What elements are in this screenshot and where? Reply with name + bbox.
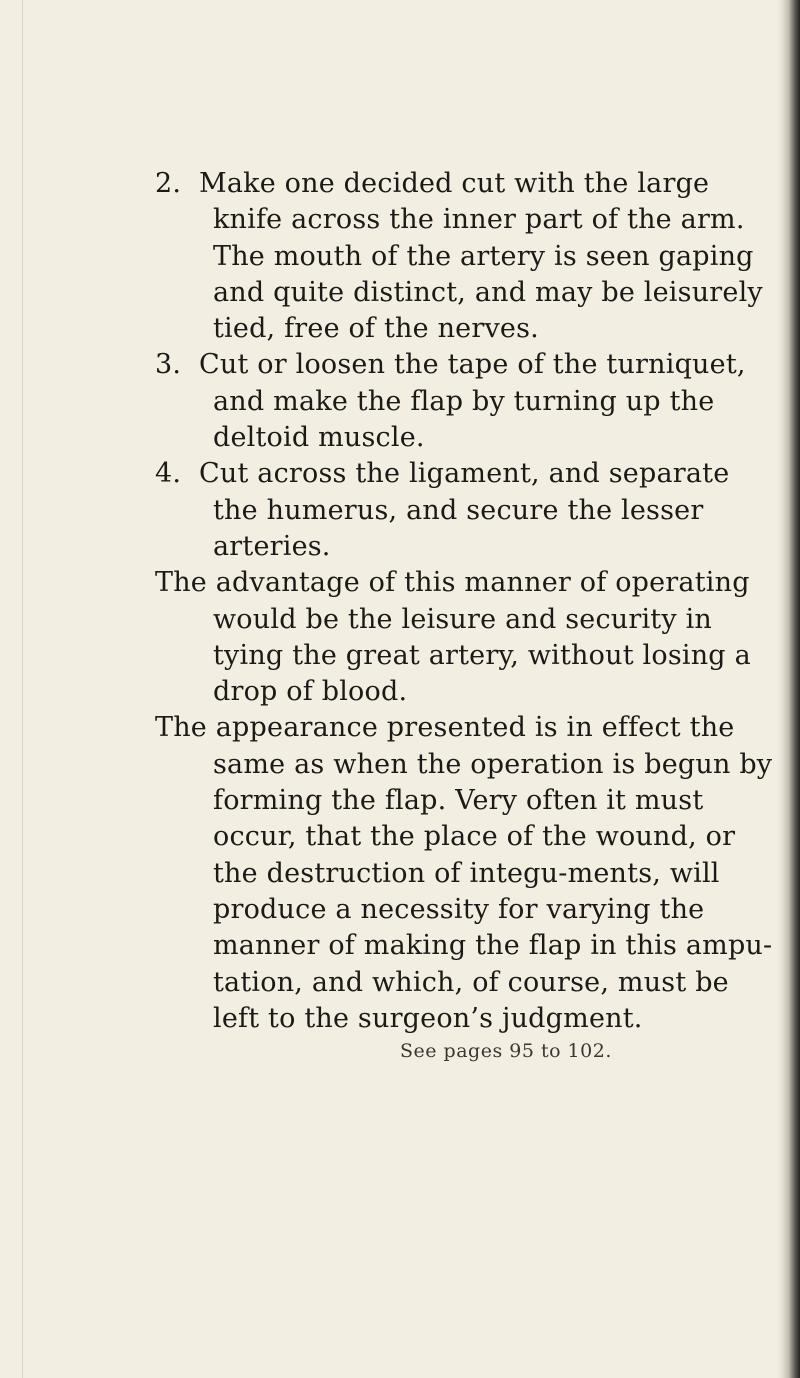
step-2-item bbox=[155, 166, 780, 347]
step-text: Cut or loosen the tape of the turniquet, and make the flap by turning up the deltoid muscle. bbox=[199, 349, 746, 454]
step-number: 2. bbox=[155, 168, 182, 199]
step-number: 4. bbox=[155, 458, 182, 490]
footer-page-reference: See pages 95 to 102. bbox=[400, 1040, 612, 1062]
appearance-paragraph: The appearance presented is in effect the same as when the operation is begun by forming the flap. Very often it must occur, that the place of the wound, or the destruction of integu-ments, will produce a necessity for varying the manner of making the flap in this ampu-tation, and which, of course, must be left to the surgeon’s judgment. bbox=[155, 712, 773, 1034]
step-4-item bbox=[155, 456, 780, 565]
step-number: 3. bbox=[155, 349, 182, 381]
page-margin-line bbox=[22, 0, 23, 1378]
page-edge-shadow bbox=[782, 0, 800, 1378]
main-text-block bbox=[155, 166, 780, 1037]
advantage-paragraph: The advantage of this manner of operating would be the leisure and security in tying the great artery, without losing a drop of blood. bbox=[155, 567, 751, 708]
step-text: Make one decided cut with the large knife across the inner part of the arm. The mouth of the artery is seen gaping and quite distinct, and may be leisurely tied, free of the nerves. bbox=[199, 168, 763, 345]
step-text: Cut across the ligament, and separate the humerus, and secure the lesser arteries. bbox=[199, 458, 730, 562]
step-3-item bbox=[155, 347, 780, 456]
